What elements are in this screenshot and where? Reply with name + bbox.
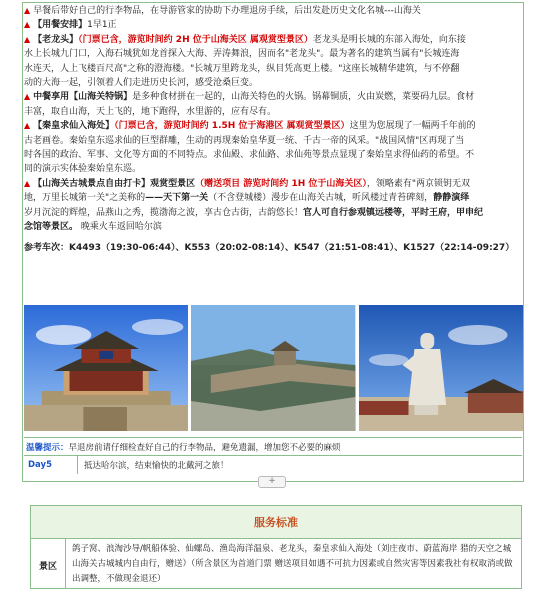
line-12: 同的演示实体验秦始皇东巡。 [24,164,142,175]
service-standard-table [30,505,522,589]
red-triangle-icon: ▲ [24,6,31,15]
line-14: 地，万里长城第一关"之美称的——天下第一关（不含登城楼）漫步在山海关古城，听风楼过青苔碑刻，静静演绎 [24,193,470,204]
red-triangle-icon: ▲ [24,121,31,131]
qin-statue-photo [359,305,523,431]
photo-strip [24,305,523,431]
warm-tips-row [24,437,522,455]
red-triangle-icon: ▲ [24,178,31,188]
red-triangle-icon: ▲ [24,34,31,44]
line-8: 丰富，取自山海，天上飞的，地下跑得，水里游的，应有尽有。 [24,106,277,117]
day-label: Day5 [24,456,78,474]
train-schedule: 参考车次：K4493（19:30-06:44）、K553（20:02-08:14）、K547（21:51-08:41）、K1527（22:14-09:27） [24,242,515,253]
line-10: 古老画卷。秦始皇东巡求仙的巨型群雕，生动的再现秦始皇华夏一统、千古一帝的风采。"战国风情"区再现了当 [24,135,465,146]
line-11: 时各国的政治、军事、文化等方面的不同特点。求仙殿、求仙路、求仙苑等景点显现了秦始皇求得仙药的希望。不 [24,150,475,161]
service-row-scenic [31,539,521,589]
line-3: ▲ 【老龙头】（门票已含，游览时间约 2H 位于山海关区 属观赏型景区）老龙头是明长城的东部入海处，向东接 [24,34,466,45]
line-5: 水连天，人上飞楼百尺高"之称的澄海楼。"长城万里跨龙头，纵目凭高更上楼。"这座长城精华建筑，与不停翻 [24,63,460,74]
day-row [24,455,522,474]
line-1: ▲ 早餐后带好自己的行李物品，在导游管家的协助下办理退房手续，后出发赴历史文化名城---山海关 [24,6,421,16]
red-triangle-icon: ▲ [24,92,31,102]
line-6: 动的大海一起，引领着人们走进历史长河，感受沧桑巨变。 [24,78,259,89]
line-13: ▲ 【山海关古城景点自由打卡】观赏型景区（赠送项目 游览时间约 1H 位于山海关区），领略素有"两京锁钥无双 [24,178,471,189]
line-9: ▲ 【秦皇求仙入海处】（门票已含，游览时间约 1.5H 位于海港区 属观赏型景区）这里为您展现了一幅两千年前的 [24,121,476,132]
tips-label: 温馨提示： [26,442,69,453]
day-text: 抵达哈尔滨，结束愉快的北戴河之旅！ [84,461,229,471]
line-16: 念馆等景区。 晚乘火车返回哈尔滨 [24,222,162,233]
line-2: ▲ 【用餐安排】1早1正 [24,20,117,31]
itinerary-panel [22,2,524,482]
tips-text: 早退房前请仔细检查好自己的行李物品，避免遗漏，增加您不必要的麻烦 [68,442,341,453]
great-wall-sea-photo [191,305,355,431]
gate-tower-photo [24,305,188,431]
expand-button[interactable]: + [258,476,286,488]
service-standard-title: 服务标准 [31,506,521,539]
line-7: ▲ 中餐享用【山海关特锅】是多种食材拼在一起的，山海关特色的火锅。锅幕铜质，火由炭燃，菜要码九层。食材 [24,92,475,103]
service-row-text: 鸽子窝、浪淘沙导/帆船体验、仙螺岛、渔岛海洋温泉、老龙头，秦皇求仙入海处（刘庄夜市、蔚蓝海岸 猎的天空之城 山海关古城城内自由行，赠送）（所含景区为首道门票 赠送项目如遇不可抗力因素或自然灾害等因素我社有权取消或做出调整，不做现金退还） [72,544,513,584]
red-triangle-icon: ▲ [24,20,31,30]
line-4: 水上长城九门口，入海石城犹如龙首探入大海、弄涛舞浪，因而名"老龙头"。最为著名的建筑当属有"长城连海 [24,49,460,60]
service-row-label: 景区 [31,539,66,589]
line-15: 岁月沉淀的辉煌，品燕山之秀，揽渤海之波，享古仓古街，古韵悠长！官人可自行参观镇远楼等，平时王府，甲申纪 [24,207,484,218]
